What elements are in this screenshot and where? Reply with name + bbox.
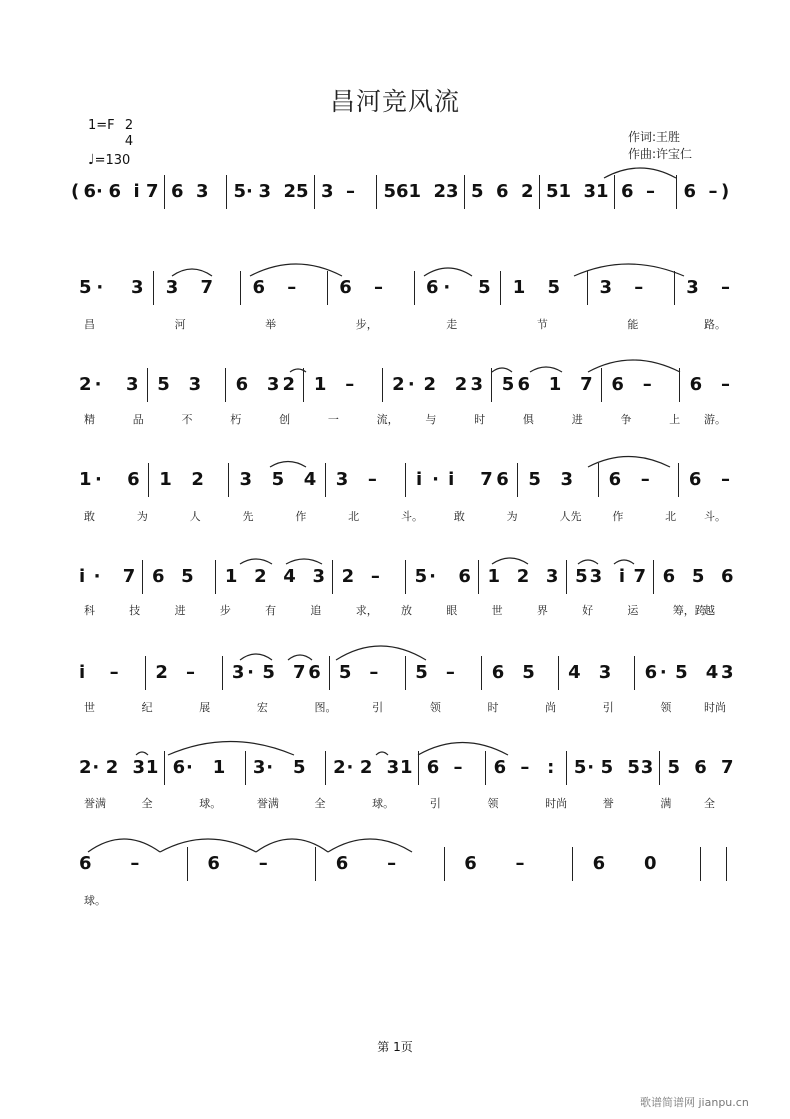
- score-symbol: i: [79, 662, 86, 683]
- score-symbol: 1: [212, 757, 226, 778]
- score-symbol: 2: [433, 181, 447, 202]
- score-symbol: ·: [443, 277, 451, 298]
- score-symbol: 1: [313, 374, 327, 395]
- lyric-syllable: 满: [660, 797, 672, 810]
- score-symbol: i: [448, 469, 455, 490]
- score-symbol: 5: [546, 181, 559, 202]
- score-symbol: 2: [191, 469, 204, 490]
- score-symbol: 3: [335, 469, 349, 490]
- score-symbol: 1: [224, 566, 238, 587]
- tie-arc: [530, 367, 562, 372]
- lyric-syllable: 节: [536, 318, 548, 331]
- score-symbol: 3: [258, 181, 272, 202]
- lyric-syllable: 举: [265, 318, 277, 331]
- score-symbol: –: [453, 757, 463, 778]
- tie-arc: [604, 168, 676, 178]
- score-symbol: 2: [392, 374, 405, 395]
- lyric-syllable: 斗。: [401, 510, 423, 523]
- lyricist-credit: 作词:王胜: [628, 130, 681, 144]
- lyric-syllable: 进: [571, 413, 583, 426]
- lyric-syllable: 先: [242, 510, 254, 523]
- tie-arc: [492, 558, 528, 564]
- score-symbol: 6: [426, 277, 439, 298]
- score-symbol: –: [287, 277, 297, 298]
- score-symbol: 7: [633, 566, 646, 587]
- score-symbol: 3: [583, 181, 597, 202]
- score-symbol: 7: [480, 469, 493, 490]
- score-symbol: 5: [501, 374, 515, 395]
- score-symbol: 4: [283, 566, 296, 587]
- score-symbol: –: [130, 853, 140, 874]
- score-symbol: 6: [426, 757, 440, 778]
- score-symbol: ·: [432, 469, 439, 490]
- score-symbol: 6: [458, 566, 471, 587]
- score-symbol: –: [708, 181, 718, 202]
- score-symbol: 1: [79, 469, 92, 490]
- score-symbol: –: [721, 469, 730, 490]
- score-symbol: i: [79, 566, 86, 587]
- lyric-syllable: 全: [141, 797, 153, 810]
- lyric-syllable: 引: [429, 797, 441, 810]
- lyric-syllable: 誉: [602, 797, 614, 810]
- score-symbol: 6: [235, 374, 249, 395]
- lyric-syllable: 精: [84, 413, 95, 426]
- lyric-syllable: 宏: [256, 701, 268, 714]
- tie-arc: [160, 839, 256, 852]
- score-symbol: 5: [667, 757, 681, 778]
- lyric-syllable: 展: [199, 701, 211, 714]
- tie-arc: [286, 559, 322, 564]
- lyric-syllable: 放: [401, 604, 412, 617]
- lyric-syllable: 全: [704, 797, 715, 810]
- score-symbol: 3: [196, 181, 209, 202]
- score-symbol: 3: [266, 374, 280, 395]
- score-symbol: 5: [296, 181, 309, 202]
- score-symbol: 6: [493, 757, 507, 778]
- tie-arc: [172, 269, 212, 276]
- score-symbol: 2: [79, 757, 92, 778]
- tie-arc: [588, 457, 670, 468]
- lyric-syllable: 游。: [704, 413, 726, 426]
- lyric-syllable: 为: [506, 510, 518, 523]
- score-symbol: 5: [293, 757, 306, 778]
- score-symbol: 5: [383, 181, 397, 202]
- score-symbol: 3: [545, 566, 559, 587]
- score-symbol: 1: [145, 757, 159, 778]
- tie-arc: [578, 560, 598, 564]
- score-symbol: 6: [689, 374, 703, 395]
- lyric-syllable: 全: [314, 797, 326, 810]
- score-symbol: 1: [558, 181, 572, 202]
- score-symbol: –: [634, 277, 644, 298]
- score-symbol: 5: [573, 757, 587, 778]
- score-symbol: (: [71, 181, 80, 202]
- score-symbol: 3: [125, 374, 139, 395]
- tie-arc: [240, 559, 272, 564]
- score-symbol: 3: [446, 181, 459, 202]
- score-symbol: 3: [598, 662, 612, 683]
- score-symbol: 6: [662, 566, 676, 587]
- lyric-syllable: 纪: [141, 701, 153, 714]
- lyric-syllable: 时: [474, 413, 486, 426]
- score-symbol: 3: [252, 757, 266, 778]
- tie-arc: [418, 743, 508, 756]
- lyric-syllable: 领: [487, 797, 499, 810]
- score-symbol: 6: [608, 469, 622, 490]
- score-symbol: 3: [589, 566, 603, 587]
- score-symbol: 6: [611, 374, 624, 395]
- score-symbol: 1: [548, 374, 562, 395]
- score-symbol: 6: [83, 181, 97, 202]
- lyric-syllable: 路。: [704, 318, 726, 331]
- score-symbol: ·: [587, 757, 595, 778]
- score-symbol: –: [109, 662, 119, 683]
- score-symbol: 6: [683, 181, 697, 202]
- lyric-syllable: 河: [174, 318, 186, 331]
- score-symbol: –: [346, 181, 355, 202]
- lyric-syllable: 越: [704, 604, 715, 617]
- score-symbol: 5: [233, 181, 247, 202]
- lyric-syllable: 眼: [446, 604, 458, 617]
- score-symbol: 4: [303, 469, 317, 490]
- tie-arc: [250, 264, 342, 276]
- score-symbol: 7: [721, 757, 734, 778]
- score-symbol: 3: [721, 662, 734, 683]
- score-symbol: 5: [528, 469, 541, 490]
- lyric-syllable: 领: [660, 701, 672, 714]
- score-symbol: 6: [592, 853, 606, 874]
- score-symbol: 2: [155, 662, 168, 683]
- lyric-syllable: 追: [310, 604, 322, 617]
- lyric-syllable: 界: [536, 604, 548, 617]
- lyric-syllable: 誉满: [84, 797, 106, 810]
- score-symbol: 7: [293, 662, 306, 683]
- score-symbol: i: [618, 566, 626, 587]
- lyric-syllable: 世: [84, 701, 95, 714]
- score-symbol: ·: [96, 277, 104, 298]
- score-symbol: –: [515, 853, 525, 874]
- score-symbol: 7: [146, 181, 159, 202]
- score-symbol: 7: [580, 374, 593, 395]
- score-symbol: 6: [308, 662, 321, 683]
- score-symbol: –: [646, 181, 655, 202]
- score-symbol: ·: [346, 757, 354, 778]
- score-symbol: 3: [470, 374, 483, 395]
- lyric-syllable: 尚: [545, 701, 557, 714]
- lyric-syllable: 作: [612, 510, 624, 523]
- lyric-syllable: 作: [295, 510, 307, 523]
- score-symbol: 2: [516, 566, 530, 587]
- score-symbol: 5: [414, 566, 428, 587]
- lyric-syllable: 创: [279, 413, 291, 426]
- lyric-syllable: 昌: [84, 318, 95, 331]
- score-symbol: 2: [341, 566, 355, 587]
- score-symbol: –: [367, 469, 377, 490]
- score-symbol: 5: [471, 181, 484, 202]
- lyric-syllable: 步，: [355, 318, 378, 331]
- score-symbol: –: [640, 469, 650, 490]
- lyric-syllable: 走: [446, 318, 458, 331]
- score-symbol: 5: [600, 757, 614, 778]
- score-symbol: –: [369, 662, 379, 683]
- song-title: 昌河竞风流: [329, 87, 460, 116]
- score-symbol: 6: [721, 566, 734, 587]
- score-symbol: 6: [335, 853, 349, 874]
- score-symbol: –: [445, 662, 455, 683]
- score-symbol: –: [186, 662, 195, 683]
- score-symbol: 2: [521, 181, 534, 202]
- lyric-syllable: 敢: [453, 510, 465, 523]
- score-symbol: 6: [464, 853, 477, 874]
- score-symbol: 6: [491, 662, 505, 683]
- tie-arc: [336, 646, 426, 660]
- score-symbol: 2: [423, 374, 437, 395]
- tie-arc: [588, 360, 680, 372]
- lyric-syllable: 时尚: [704, 701, 726, 714]
- score-symbol: 2: [454, 374, 468, 395]
- composer-credit: 作曲:许宝仁: [628, 147, 693, 161]
- score-symbol: 3: [239, 469, 253, 490]
- lyric-syllable: 一: [327, 413, 339, 426]
- tie-arc: [574, 264, 684, 276]
- lyric-syllable: 有: [265, 604, 277, 617]
- score-symbol: 6: [621, 181, 634, 202]
- score-symbol: 5: [181, 566, 194, 587]
- tempo-value: =130: [94, 153, 131, 168]
- score-symbol: 3: [686, 277, 699, 298]
- score-symbol: 6: [694, 757, 707, 778]
- score-symbol: 6: [644, 662, 658, 683]
- tie-arc: [240, 654, 272, 660]
- lyric-syllable: 球。: [199, 797, 222, 810]
- score-symbol: ·: [96, 181, 103, 202]
- score-symbol: 5: [675, 662, 688, 683]
- score-symbol: 3: [132, 757, 146, 778]
- lyric-syllable: 求，: [355, 604, 378, 617]
- score-symbol: 6: [517, 374, 530, 395]
- lyric-syllable: 北: [348, 510, 360, 523]
- lyric-syllable: 领: [429, 701, 441, 714]
- score-symbol: –: [520, 757, 530, 778]
- score-symbol: –: [721, 277, 730, 298]
- score-symbol: 2: [282, 374, 296, 395]
- score-symbol: 0: [643, 853, 657, 874]
- score-symbol: 1: [512, 277, 526, 298]
- tie-arc: [256, 839, 328, 852]
- score-symbol: –: [258, 853, 268, 874]
- score-symbol: –: [642, 374, 652, 395]
- quarter-note-icon: ♩: [88, 152, 95, 168]
- time-signature-bottom: 4: [124, 134, 134, 149]
- score-symbol: ·: [659, 662, 667, 683]
- tie-arc: [492, 368, 512, 372]
- score-symbol: 6: [688, 469, 702, 490]
- score-symbol: 3: [599, 277, 613, 298]
- page-number: 第 1页: [377, 1040, 413, 1054]
- score-symbol: i: [133, 181, 140, 202]
- score-symbol: 2: [254, 566, 267, 587]
- score-symbol: 5: [522, 662, 535, 683]
- lyric-syllable: 图。: [314, 701, 337, 714]
- score-symbol: 3: [131, 277, 144, 298]
- lyric-syllable: 不: [181, 413, 193, 426]
- score-symbol: 1: [596, 181, 609, 202]
- lyric-syllable: 争: [620, 413, 632, 426]
- score-symbol: 5: [157, 374, 170, 395]
- score-symbol: ·: [247, 662, 254, 683]
- score-symbol: ·: [95, 469, 102, 490]
- score-symbol: –: [370, 566, 380, 587]
- score-symbol: 5: [262, 662, 275, 683]
- lyric-syllable: 能: [627, 318, 639, 331]
- score-symbol: 6: [252, 277, 266, 298]
- score-symbol: –: [345, 374, 355, 395]
- lyric-syllable: 誉满: [256, 797, 279, 810]
- score-symbol: 6: [127, 469, 140, 490]
- tie-arc: [288, 655, 312, 660]
- tie-arc: [376, 752, 388, 755]
- tie-arc: [614, 560, 634, 564]
- lyric-syllable: 流，: [376, 413, 399, 426]
- score-symbol: 5: [478, 277, 491, 298]
- score-symbol: 6: [496, 469, 509, 490]
- score-symbol: 6: [79, 853, 92, 874]
- score-symbol: ·: [93, 566, 101, 587]
- score-symbol: 3: [640, 757, 654, 778]
- lyric-syllable: 斗。: [704, 510, 726, 523]
- lyric-syllable: 为: [136, 510, 148, 523]
- score-symbol: 5: [415, 662, 428, 683]
- score-symbol: 5: [338, 662, 352, 683]
- score-symbol: ·: [186, 757, 193, 778]
- score-symbol: 5: [547, 277, 561, 298]
- score-symbol: 6: [496, 181, 509, 202]
- lyric-syllable: 上: [669, 413, 681, 426]
- score-symbol: 4: [705, 662, 719, 683]
- score-symbol: 6: [396, 181, 409, 202]
- tie-arc: [168, 742, 294, 756]
- score-symbol: 2: [105, 757, 119, 778]
- score-symbol: –: [721, 374, 730, 395]
- score-symbol: 4: [568, 662, 581, 683]
- tie-arc: [136, 752, 148, 755]
- lyric-syllable: 引: [602, 701, 614, 714]
- lyric-syllable: 技: [129, 604, 141, 617]
- lyric-syllable: 运: [627, 604, 639, 617]
- lyric-syllable: 球。: [84, 894, 106, 907]
- lyric-syllable: 敢: [84, 510, 95, 523]
- key-label: 1=F: [88, 118, 115, 133]
- lyric-syllable: 人先: [559, 510, 582, 523]
- score-symbol: 1: [400, 757, 413, 778]
- score-symbol: 6: [172, 757, 186, 778]
- score-symbol: 2: [359, 757, 373, 778]
- score-symbol: :: [547, 757, 555, 778]
- score-symbol: 1: [159, 469, 172, 490]
- score-symbol: 5: [627, 757, 640, 778]
- lyric-syllable: 引: [372, 701, 384, 714]
- score-symbol: 3: [165, 277, 179, 298]
- tie-arc: [424, 268, 472, 276]
- score-symbol: i: [416, 469, 423, 490]
- lyric-syllable: 进: [174, 604, 186, 617]
- score-symbol: –: [373, 277, 383, 298]
- tie-arc: [270, 462, 306, 468]
- score-symbol: 3: [560, 469, 574, 490]
- score-symbol: 6: [151, 566, 165, 587]
- score-symbol: ·: [94, 374, 102, 395]
- score-symbol: 6: [339, 277, 352, 298]
- site-watermark: 歌谱简谱网 jianpu.cn: [640, 1096, 749, 1109]
- lyric-syllable: 世: [491, 604, 503, 617]
- tie-arc: [290, 369, 306, 372]
- tie-arc: [88, 839, 160, 852]
- score-symbol: 2: [79, 374, 92, 395]
- score-symbol: ·: [266, 757, 274, 778]
- tie-arc: [328, 839, 412, 852]
- lyric-syllable: 步: [219, 604, 231, 617]
- lyric-syllable: 好: [582, 604, 594, 617]
- lyric-syllable: 筹，跨: [672, 604, 706, 617]
- score-symbol: 5: [691, 566, 705, 587]
- lyric-syllable: 时: [487, 701, 499, 714]
- lyric-syllable: 与: [425, 413, 437, 426]
- score-symbol: 3: [312, 566, 325, 587]
- score-symbol: 1: [408, 181, 422, 202]
- score-symbol: ·: [246, 181, 253, 202]
- lyric-syllable: 人: [189, 510, 201, 523]
- score-symbol: 6: [207, 853, 220, 874]
- score-symbol: 7: [122, 566, 136, 587]
- lyric-syllable: 品: [132, 413, 144, 426]
- score-symbol: 2: [333, 757, 346, 778]
- lyric-syllable: 球。: [372, 797, 395, 810]
- score-symbol: 3: [321, 181, 334, 202]
- score-symbol: ): [721, 181, 730, 202]
- score-symbol: –: [387, 853, 397, 874]
- time-signature-top: 2: [124, 118, 134, 133]
- score-symbol: 5: [575, 566, 588, 587]
- score-symbol: ·: [92, 757, 100, 778]
- score-symbol: 3: [386, 757, 400, 778]
- score-symbol: 3: [231, 662, 245, 683]
- lyric-syllable: 科: [84, 604, 95, 617]
- lyric-syllable: 北: [665, 510, 677, 523]
- score-symbol: 1: [487, 566, 501, 587]
- lyric-syllable: 时尚: [545, 797, 568, 810]
- score-symbol: 7: [200, 277, 213, 298]
- score-symbol: ·: [429, 566, 437, 587]
- score-symbol: 5: [79, 277, 92, 298]
- score-symbol: 3: [188, 374, 202, 395]
- score-symbol: 6: [171, 181, 184, 202]
- score-symbol: 6: [108, 181, 122, 202]
- score-symbol: 5: [271, 469, 285, 490]
- score-symbol: ·: [407, 374, 415, 395]
- lyric-syllable: 俱: [522, 413, 534, 426]
- score-symbol: 2: [283, 181, 297, 202]
- lyric-syllable: 朽: [230, 413, 242, 426]
